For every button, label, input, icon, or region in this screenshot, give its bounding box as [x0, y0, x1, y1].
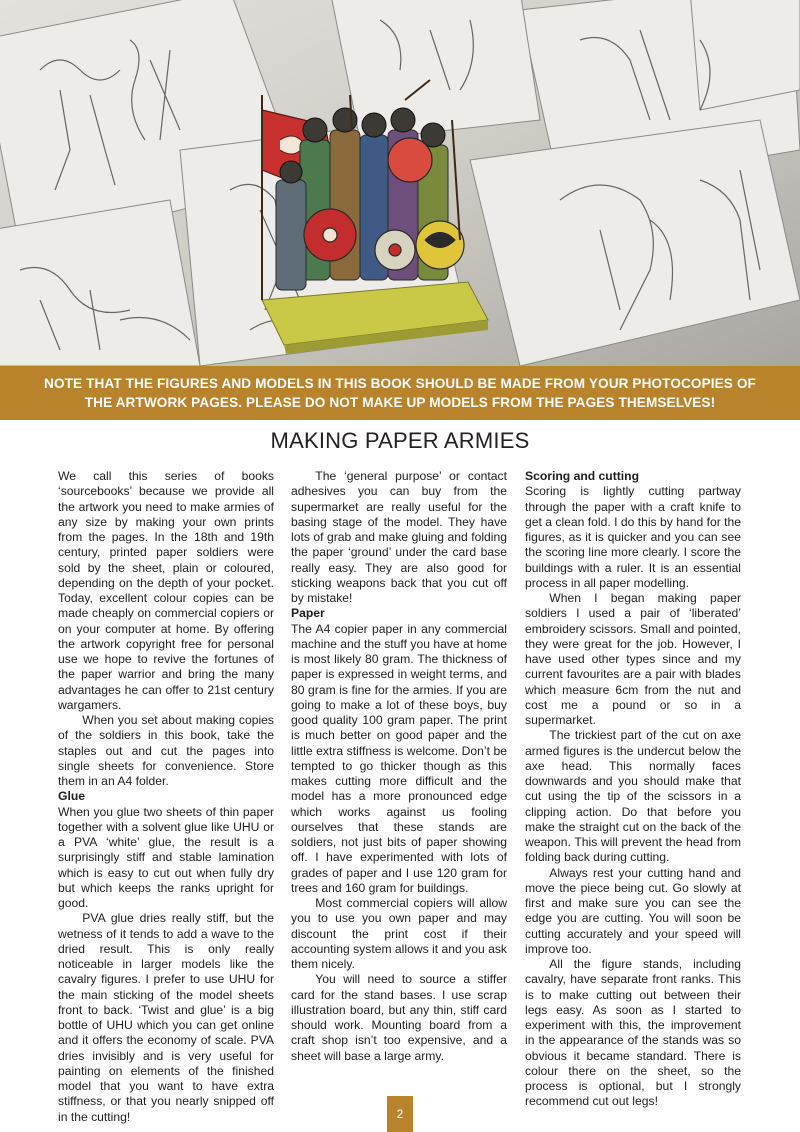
paragraph: Most commercial copiers will allow you to use you own paper and may discount the print cost if their accounting system allows it and you ask them nicely. — [291, 896, 507, 971]
notice-text: NOTE THAT THE FIGURES AND MODELS IN THIS BOOK SHOULD BE MADE FROM YOUR PHOTOCOPIES OF THE ARTWORK PAGES. PLEASE DO NOT MAKE UP MODELS FROM THE PAGES THEMSELVES! — [44, 376, 756, 410]
paragraph: The A4 copier paper in any commercial machine and the stuff you have at home is most likely 80 gram. The thickness of paper is expressed in weight terms, and 80 gram is fine for the armies. If you are going to make a lot of these boys, buy good quality 100 gram paper. The print is much better on good paper and the little extra stiffness is welcome. Don’t be tempted to go thicker though as this makes cutting more difficult and the model has a more pronounced edge which works against us fooling ourselves that these stands are soldiers, not just bits of paper showing off. I have experimented with lots of grades of paper and I use 120 gram for trees and 160 gram for buildings. — [291, 621, 507, 895]
paragraph: When you glue two sheets of thin paper together with a solvent glue like UHU or a PVA ‘white’ glue, the result is a surprisingly stiff and stable lamination which is easy to cut out when fully dry but which keeps the ranks upright for good. — [58, 804, 274, 910]
column-1 — [58, 469, 274, 1125]
paragraph: When I began making paper soldiers I used a pair of ‘liberated’ embroidery scissors. Small and pointed, they were great for the job. However, I have used other types since and my current favourites are a pair with blades which measure 6cm from the nut and cost me a pound or so in a supermarket. — [525, 591, 741, 727]
paragraph: We call this series of books ‘sourcebooks’ because we provide all the artwork you need to make armies of any size by making your own prints from the pages. In the 18th and 19th century, printed paper soldiers were sold by the sheet, plain or coloured, depending on the depth of your pocket. Today, excellent colour copies can be made cheaply on commercial copiers or on your computer at home. By offering the artwork copyright free for personal use we hope to revive the fortunes of the paper warrior and bring the many advantages he can offer to 21st century wargamers. — [58, 469, 274, 712]
paper-soldiers-illustration — [0, 0, 800, 366]
page-title: MAKING PAPER ARMIES — [270, 428, 530, 453]
paragraph: PVA glue dries really stiff, but the wetness of it tends to add a wave to the dried result. This is only really noticeable in larger models like the cavalry figures. I prefer to use UHU for the main sticking of the model sheets front to back. ‘Twist and glue’ is a big bottle of UHU which you can get online and it offers the economy of scale. PVA dries invisibly and is very useful for painting on elements of the finished model that you want to have extra stiffness, or that you nearly snipped off in the cutting! — [58, 911, 274, 1124]
column-2 — [291, 469, 507, 1064]
column-3 — [525, 469, 741, 1110]
page-number: 2 — [387, 1096, 413, 1132]
paragraph: The trickiest part of the cut on axe armed figures is the undercut below the axe head. This normally faces downwards and you should make that cut using the tip of the scissors in a clipping action. Do that before you make the straight cut on the back of the weapon. This will prevent the head from folding back during cutting. — [525, 728, 741, 865]
photocopy-notice-banner — [0, 366, 800, 420]
paragraph: Scoring is lightly cutting partway through the paper with a craft knife to get a clean fold. I do this by hand for the figures, as it is quicker and you can see the scoring line more clearly. I score the buildings with a ruler. It is an essential process in all paper modelling. — [525, 484, 741, 590]
section-heading-scoring: Scoring and cutting — [525, 469, 639, 483]
paragraph: Always rest your cutting hand and move the piece being cut. Go slowly at first and make sure you can see the edge you are cutting. You will soon be cutting accurately and your speed will improve too. — [525, 865, 741, 956]
hero-photo — [0, 0, 800, 366]
paragraph: When you set about making copies of the soldiers in this book, take the staples out and cut the pages into single sheets for convenience. Store them in an A4 folder. — [58, 713, 274, 788]
paragraph: The ‘general purpose’ or contact adhesives you can buy from the supermarket are really useful for the basing stage of the model. They have lots of grab and make gluing and folding the paper ‘ground’ under the card base really easy. They are also good for sticking weapons back that you cut off by mistake! — [291, 469, 507, 605]
section-heading-paper: Paper — [291, 606, 325, 621]
paragraph: All the figure stands, including cavalry, have separate front ranks. This is to make cutting out between their legs easy. As soon as I started to experiment with this, the improvement in the appearance of the stands was so obvious it became standard. There is colour there on the sheet, so the process is optional, but I strongly recommend cut out legs! — [525, 957, 741, 1109]
paragraph: You will need to source a stiffer card for the stand bases. I use scrap illustration board, but any thin, stiff card should work. Mounting board from a craft shop isn’t too expensive, and a sheet will base a large army. — [291, 972, 507, 1063]
section-heading-glue: Glue — [58, 789, 85, 804]
